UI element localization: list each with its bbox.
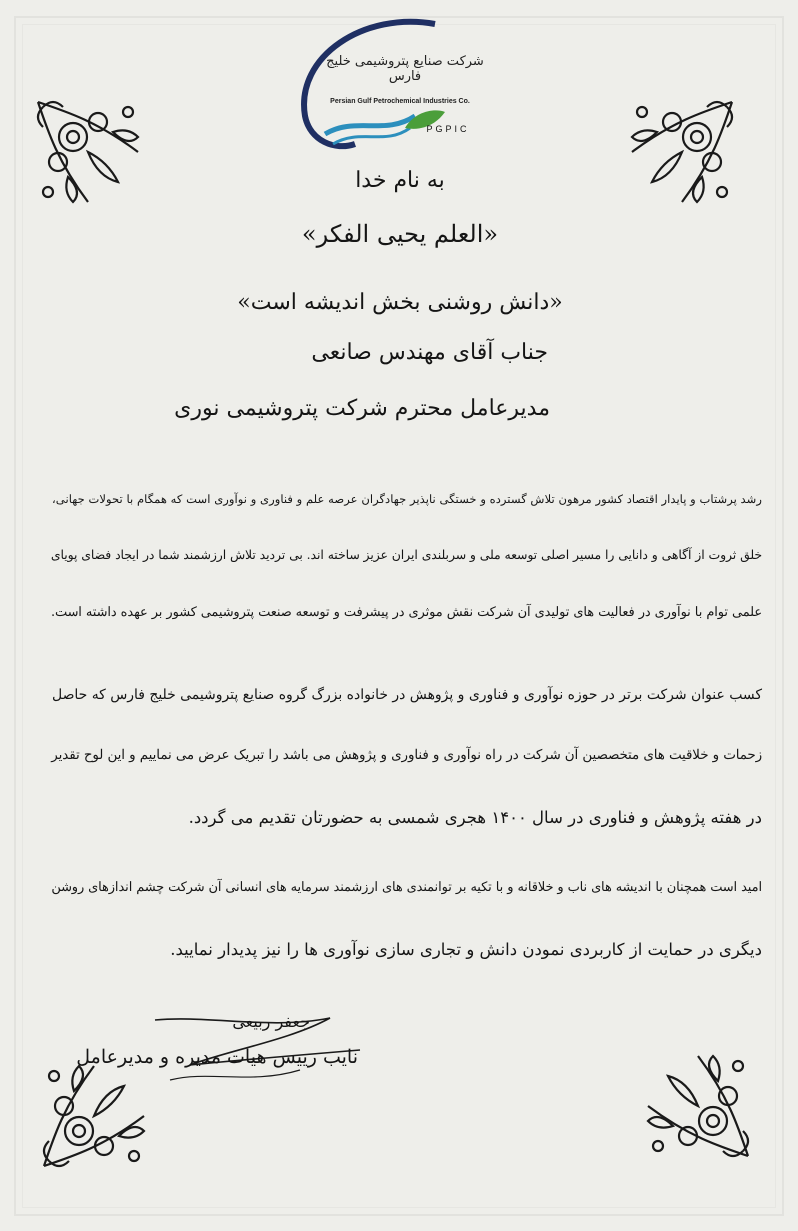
addressee-position: مدیرعامل محترم شرکت پتروشیمی نوری [174,396,550,421]
corner-ornament-bottom-right [628,1036,758,1166]
motto-line: «دانش روشنی بخش اندیشه است» [237,290,563,315]
paragraph-1-line-1: رشد پرشتاب و پایدار اقتصاد کشور مرهون تلاش گسترده و خستگی ناپذیر جهادگران عرصه علم و فناوری و نوآوری است که همگام با تحولات جهانی، [52,492,762,506]
corner-ornament-top-left [28,92,158,222]
paragraph-2-line-2: زحمات و خلاقیت های متخصصین آن شرکت در راه نوآوری و فناوری و پژوهش می باشد را تبریک عرض می نماییم و این لوح تقدیر [51,748,762,763]
company-name-persian: شرکت صنایع پتروشیمی خلیج فارس [326,54,484,84]
bismillah-heading: به نام خدا [355,168,445,193]
signatory-title: نایب رییس هیات مدیره و مدیرعامل [76,1046,358,1068]
logo-emblem-icon [285,16,485,156]
company-name-english: Persian Gulf Petrochemical Industries Co. [330,98,470,105]
paragraph-2-line-1: کسب عنوان شرکت برتر در حوزه نوآوری و فناوری و پژوهش در خانواده بزرگ گروه صنایع پتروشیمی خلیج فارس که حاصل [52,687,762,703]
hadith-quote: «العلم یحیی الفکر» [301,220,499,248]
corner-ornament-top-right [612,92,742,222]
addressee-name: جناب آقای مهندس صانعی [311,340,548,365]
paragraph-2-line-3: در هفته پژوهش و فناوری در سال ۱۴۰۰ هجری شمسی به حضورتان تقدیم می گردد. [188,808,762,827]
paragraph-3-line-1: امید است همچنان با اندیشه های ناب و خلاقانه و با تکیه بر توانمندی های ارزشمند سرمایه های انسانی آن شرکت چشم اندازهای روشن [51,880,762,895]
paragraph-1-line-2: خلق ثروت از آگاهی و دانایی را مسیر اصلی توسعه ملی و سربلندی ایران عزیز ساخته اند. بی تردید تلاش ارزشمند شما در ایجاد فضای پویای [50,548,762,562]
paragraph-3-line-2: دیگری در حمایت از کاربردی نمودن دانش و تجاری سازی نوآوری ها را نیز پدیدار نمایید. [170,940,762,959]
signatory-name: جعفر ربیعی [232,1012,310,1031]
company-abbreviation: PGPIC [426,124,470,134]
company-logo [285,16,485,156]
paragraph-1-line-3: علمی توام با نوآوری در فعالیت های تولیدی آن شرکت نقش موثری در پیشرفت و توسعه صنعت پتروشیمی کشور بر عهده داشته است. [50,605,762,620]
